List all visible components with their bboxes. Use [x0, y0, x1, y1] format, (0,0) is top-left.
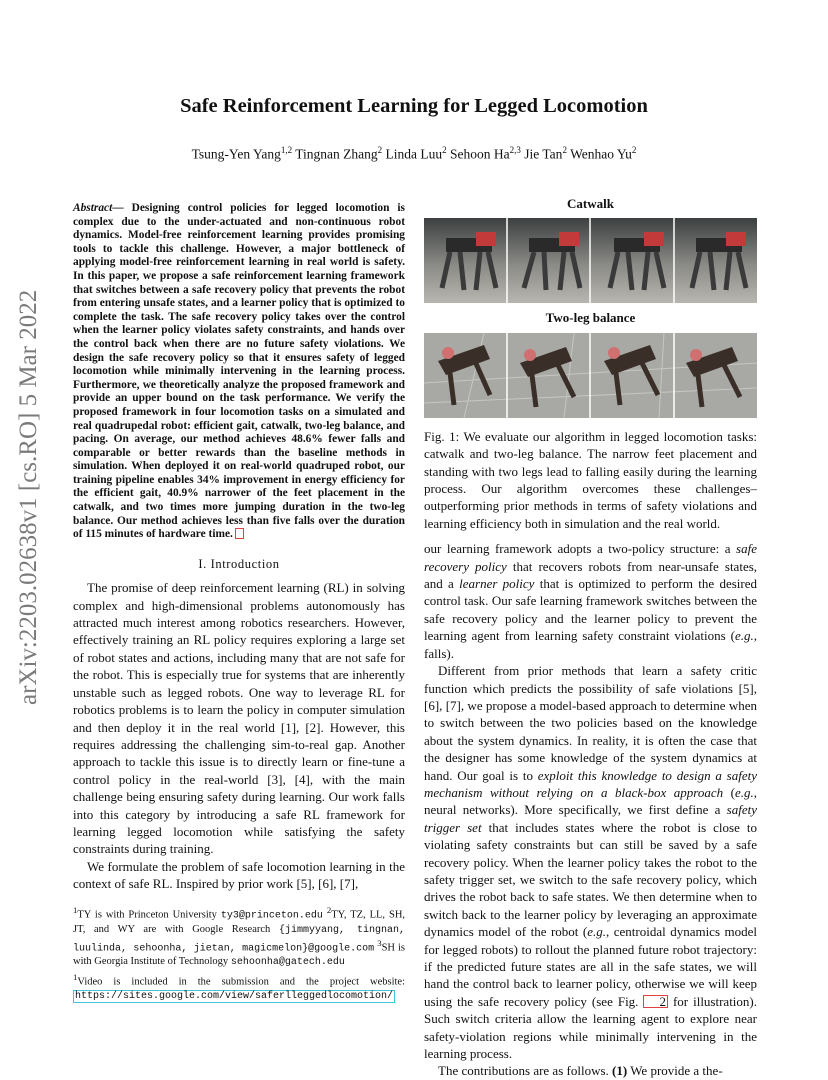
intro-paragraph-1: The promise of deep reinforcement learning (RL) in solving complex and high-dimensional problems autonomously has attracted much interest among robotics researchers. However, effectively training an RL policy requires exploring a large set of robot states and actions, including many that are not safe for the robot. This is especially true for systems that are inherently unstable such as legged robots. One way to leverage RL for robotics problems is to learn the policy in computer simulation and then deploy it in the real world [1], [2]. However, this requires addressing the challenging sim-to-real gap. Another approach to tackle this issue is to directly learn or fine-tune a control policy in the real-world [3], [4], with the main challenge being ensuring safety during learning. Our work falls into this category by introducing a safe RL framework for learning legged locomotion while satisfying the safety constraints during training. — [73, 580, 405, 857]
author-name: Linda Luu — [385, 146, 443, 162]
figure-caption: Fig. 1: We evaluate our algorithm in legged locomotion tasks: catwalk and two-leg balance. The narrow feet placement and standing with two legs lead to falling easily during the learning process. Our algorithm overcomes these challenges– outperforming prior methods in terms of safety violations and learning efficiency both in simulation and the real world. — [424, 428, 757, 531]
footnote-video: $^1$Video is included in the submission and the project website: https://sites.google.com/view/saferlleggedlocomotion/ — [73, 972, 405, 1002]
figure-reference-link[interactable]: 2 — [643, 995, 668, 1008]
author-list — [0, 145, 828, 163]
author-affiliation-index: 1,2 — [280, 145, 293, 155]
arxiv-stamp — [2, 150, 48, 710]
right-paragraph-1: our learning framework adopts a two-policy structure: a safe recovery policy that recovers robots from near-unsafe states, and a learner policy that is optimized to perform the desired control task. Our safe learning framework switches between the safe recovery policy and the learner policy to prevent the learning agent from learning safety constraint violations (e.g., falls). — [424, 541, 758, 661]
email: sehoonha@gatech.edu — [230, 957, 345, 968]
figure-panel-title-two-leg: Two-leg balance — [545, 310, 636, 326]
abstract-text: Designing control policies for legged locomotion is complex due to the under-actuated and non-continuous robot dynamics. Model-free reinforcement learning provides promising tools to tackle this challenge. However, a major bottleneck of applying model-free reinforcement learning in real world is safety. In this paper, we propose a safe reinforcement learning framework that switches between a safe recovery policy that prevents the robot from entering unsafe states, and a learner policy that is optimized to complete the task. The safe recovery policy takes over the control when the learner policy violates safety constraints, and hands over the control back when there are no future safety violations. We design the safe recovery policy so that it ensures safety of legged locomotion while minimally intervening in the learning process. Furthermore, we theoretically analyze the proposed framework and provide an upper bound on the task performance. We verify the proposed framework in four locomotion tasks on a simulated and real quadrupedal robot: efficient gait, catwalk, two-leg balance, and pacing. On average, our method achieves 48.6% fewer falls and comparable or better rewards than the baseline methods in simulation. When deployed it on real-world quadruped robot, our training pipeline enables 34% improvement in energy efficiency for the efficient gait, 40.9% narrower of the feet placement in the catwalk, and two times more jumping duration in the two-leg balance. Our method achieves less than five falls over the duration of 115 minutes of hardware time. — [73, 202, 405, 541]
section-heading: I. Introduction — [198, 556, 280, 571]
author-name: Wenhao Yu — [570, 146, 632, 162]
email: ty3@princeton.edu — [220, 910, 323, 922]
right-column — [424, 195, 757, 1080]
author-name: Jie Tan — [524, 146, 563, 162]
email-list: {jimmyyang, tingnan, luulinda, sehoonha, jietan, magicmelon}@google.com — [73, 924, 405, 954]
author-name: Sehoon Ha — [450, 146, 510, 162]
left-column — [73, 202, 405, 893]
author-affiliation-index: 2 — [377, 145, 383, 155]
author-name: Tingnan Zhang — [295, 146, 378, 162]
footnote-marker[interactable] — [235, 528, 244, 539]
two-leg-balance-photo-strip — [424, 333, 757, 418]
project-website-link[interactable]: https://sites.google.com/view/saferlleggedlocomotion/ — [75, 990, 394, 1002]
right-paragraph-2: Different from prior methods that learn a safety critic function which predicts the possibility of safe violations [5], [6], [7], we propose a model-based approach to determine when to switch between the two policies based on the knowledge about the system dynamics. In reality, it is often the case that the designer has some knowledge of the system dynamics at hand. Our goal is to exploit this knowledge to design a safety mechanism without relying on a black-box approach (e.g., neural networks). More specifically, we first define a safety trigger set that includes states where the robot is close to violating safety constraints but can still be saved by a safe recovery policy. When the learner policy takes the robot to the safety trigger set, we switch to the safe recovery policy, which drives the robot back to safe states. We then determine when to switch back to the learner policy by leveraging an approximate dynamics model of the robot (e.g., centroidal dynamics model for legged robots) to rollout the planned future robot trajectory: if the predicted future states are all in the safe states, we will hand the control back to learner policy, otherwise we will keep using the safe recovery policy (see Fig. 2 for illustration). Such switch criteria allow the learning agent to explore near safety-violation regions while minimally intervening in the learning process. — [424, 663, 758, 1062]
abstract: Abstract— Designing control policies for legged locomotion is complex due to the under-actuated and non-continuous robot dynamics. Model-free reinforcement learning provides promising tools to tackle this challenge. However, a major bottleneck of applying model-free reinforcement learning in real world is safety. In this paper, we propose a safe reinforcement learning framework that switches between a safe recovery policy that prevents the robot from entering unsafe states, and a learner policy that is optimized to complete the task. The safe recovery policy takes over the control when the learner policy violates safety constraints, and hands over the control back when there are no future safety violations. We design the safe recovery policy so that it ensures safety of legged locomotion while minimally intervening in the learning process. Furthermore, we theoretically analyze the proposed framework and provide an upper bound on the task performance. We verify the proposed framework in four locomotion tasks on a simulated and real quadrupedal robot: efficient gait, catwalk, two-leg balance, and pacing. On average, our method achieves 48.6% fewer falls and comparable or better rewards than the baseline methods in simulation. When deployed it on real-world quadruped robot, our training pipeline enables 34% improvement in energy efficiency for the efficient gait, 40.9% narrower of the feet placement in the catwalk, and two times more jumping duration in the two-leg balance. Our method achieves less than five falls over the duration of 115 minutes of hardware time. — [73, 202, 405, 541]
catwalk-photo-strip — [424, 218, 757, 303]
abstract-label: Abstract — [73, 202, 113, 214]
author-affiliation-index: 2 — [631, 145, 637, 155]
author-affiliation-index: 2 — [562, 145, 567, 155]
arxiv-id: arXiv:2203.02638v1 [cs.RO] 5 Mar 2022 — [15, 289, 42, 705]
right-paragraph-3: The contributions are as follows. (1) We provide a the- — [438, 1063, 723, 1079]
author-affiliation-index: 2,3 — [509, 145, 521, 155]
figure-panel-title-catwalk: Catwalk — [567, 196, 614, 211]
footnote-affiliations: $^1$TY is with Princeton University ty3@princeton.edu $^2$TY, TZ, LL, SH, JT, and WY are with Google Research {jimmyyang, tingnan, luulinda, sehoonha, jietan, magicmelon}@google.com $^3$SH is with Georgia Institute of Technology sehoonha@gatech.edu — [73, 905, 406, 968]
author-affiliation-index: 2 — [442, 145, 447, 155]
paper-title: Safe Reinforcement Learning for Legged Locomotion — [180, 95, 648, 117]
intro-paragraph-2: We formulate the problem of safe locomotion learning in the context of safe RL. Inspired by prior work [5], [6], [7], — [73, 858, 405, 892]
footnotes — [73, 904, 405, 1003]
figure-1 — [424, 195, 757, 532]
author-name: Tsung-Yen Yang — [191, 146, 281, 162]
